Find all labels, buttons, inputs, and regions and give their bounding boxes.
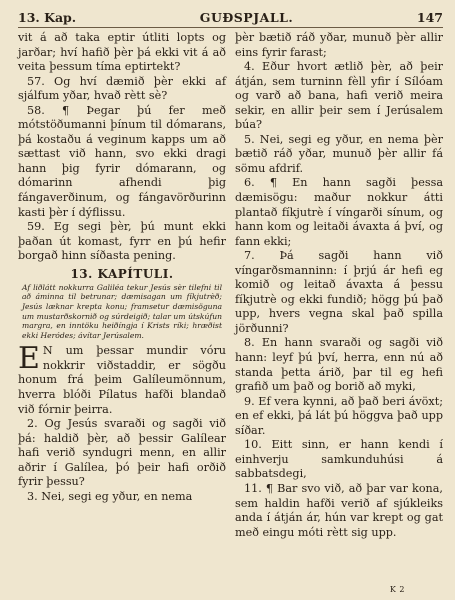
right-column (235, 31, 443, 540)
verse-2: 2. Og Jesús svaraði og sagði við þá: haldið þèr, að þessir Galílear hafi verið syndugri menn, en allir aðrir í Galílea, þó þeir hafi orðið fyrir þessu? (18, 417, 226, 489)
verse-8: 8. En hann svaraði og sagði við hann: leyf þú því, herra, enn nú að standa þetta árið, þar til eg hefi grafið um það og borið að myki, (235, 336, 443, 394)
verse-4: 4. Eður hvort ætlið þèr, að þeir átján, sem turninn fèll yfir í Sílóam og varð að bana, hafi verið meira sekir, en allir þeir sem í Jerúsalem búa? (235, 60, 443, 132)
verse-10: 10. Eitt sinn, er hann kendi í einhverju samkunduhúsi á sabbatsdegi, (235, 438, 443, 481)
page-number: 147 (416, 10, 443, 25)
verse-57: 57. Og hví dæmið þèr ekki af sjálfum yðar, hvað rètt sè? (18, 74, 226, 103)
book-title: GUÐSPJALL. (199, 10, 294, 25)
verse-5: 5. Nei, segi eg yður, en nema þèr bætið ráð yðar, munuð þèr allir fá sömu afdrif. (235, 132, 443, 175)
text-columns (18, 31, 443, 540)
verse-59: 59. Eg segi þèr, þú munt ekki þaðan út komast, fyrr en þú hefir borgað hinn síðasta pening. (18, 220, 226, 263)
verse-1 (18, 341, 226, 417)
verse-58: 58. ¶ Þegar þú fer með mótstöðumanni þínum til dómarans, þá kostaðu á veginum kapps um að sættast við hann, svo ekki dragi hann þig fyrir dómarann, og dómarinn afhendi þig fángaverðinum, og fángavörðurinn kasti þèr í dýflissu. (18, 103, 226, 219)
chapter-title: 13. KAPÍTULI. (70, 266, 174, 281)
verse-3: 3. Nei, segi eg yður, en nema (27, 489, 193, 503)
chapter-reference: 13. Kap. (18, 10, 77, 25)
verse-1-text: N um þessar mundir vóru nokkrir viðstaddir, er sögðu honum frá þeim Galíleumönnum, hverra blóði Pílatus hafði blandað við fórnir þeirra. (18, 344, 226, 416)
verse-continuation: vit á að taka eptir útliti lopts og jarðar; hví hafið þèr þá ekki vit á að veita þessum tíma eptirtekt? (18, 31, 226, 74)
left-column (18, 31, 226, 540)
chapter-summary: Af liðlátt nokkurra Galiléa tekur Jesús sèr tilefni til að áminna til betrunar; dæmisagan um fíkjutrèð; Jesús læknar krepta konu; framsetur dæmisöguna um mustarðskornið og súrdeigið; talar um útskúfun margra, en inntöku heiðíngja í Krists ríki; hræðist ekki Heródes; ávítar Jerúsalem. (22, 282, 222, 340)
drop-cap: E (18, 341, 40, 377)
verse-7: 7. Þá sagði hann við víngarðsmanninn: í þrjú ár hefi eg komið og leitað ávaxta á þessu fíkjutrè og ekki fundið; högg þú það upp, hvers vegna skal það spilla jörðunni? (235, 249, 443, 335)
verse-3-continuation: þèr bætið ráð yðar, munuð þèr allir eins fyrir farast; (235, 31, 443, 59)
running-header (18, 10, 443, 28)
verse-11: 11. ¶ Bar svo við, að þar var kona, sem haldin hafði verið af sjúkleiks anda í átján ár, hún var krept og gat með eingu móti rètt sig upp. (235, 481, 443, 539)
verse-6: 6. ¶ En hann sagði þessa dæmisögu: maður nokkur átti plantað fíkjutrè í víngarði sínum, og hann kom og leitaði ávaxta á því, og fann ekki; (235, 176, 443, 248)
verse-9: 9. Ef vera kynni, að það beri ávöxt; en ef ekki, þá lát þú höggva það upp síðar. (235, 394, 443, 437)
printer-signature: K 2 (389, 585, 405, 594)
